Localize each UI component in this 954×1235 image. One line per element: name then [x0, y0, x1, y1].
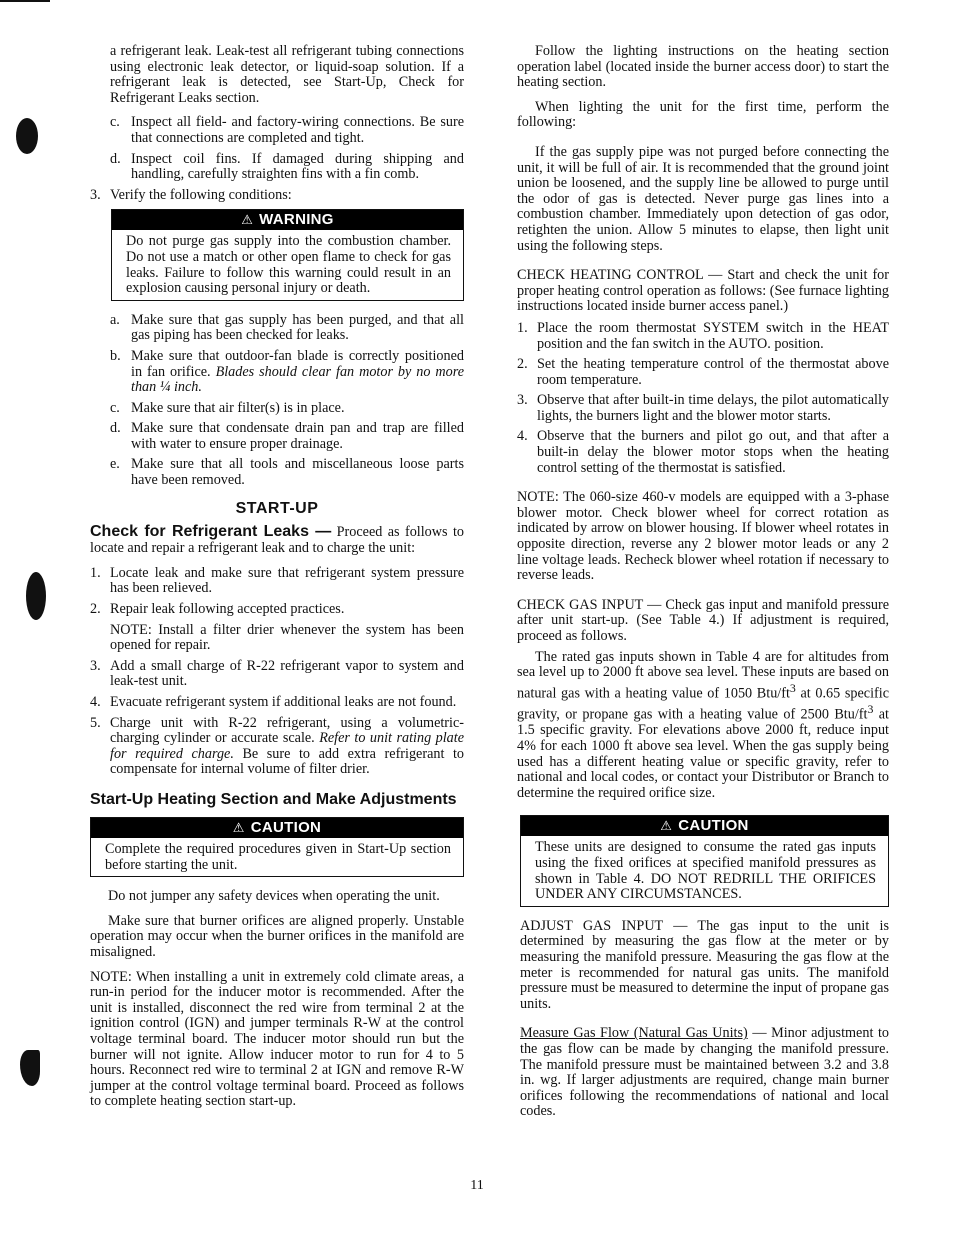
paragraph: Follow the lighting instructions on the heating section operation label (located inside the burner access door) to start the heating section.	[517, 43, 889, 91]
inspection-list	[90, 115, 464, 182]
rated-text-3: at 1.5 specific gravity. For elevations above 2000 ft, reduce input 4% for each 1000 ft above sea level. When the gas supply being used has a different heating value or specific gravity, refer to national and local codes, or contact your Distributor or Branch to determine the required orifice size.	[517, 706, 889, 801]
warning-title: WARNING	[259, 211, 334, 229]
binding-hole-mark	[20, 1050, 40, 1086]
list-label: d.	[110, 420, 121, 437]
list-label: 3.	[90, 657, 101, 674]
rated-text-2: at 0.65 specific gravity, or propane gas with a heating value of 2500 Btu/ft	[517, 685, 889, 723]
list-item	[90, 659, 464, 690]
paragraph: When lighting the unit for the first time, perform the following:	[517, 98, 889, 131]
list-label: 3.	[90, 186, 101, 203]
caution-text: These units are designed to consume the rated gas inputs using the fixed orifices at specified manifold pressures as shown in Table 4. DO NOT REDRILL THE ORIFICES UNDER ANY CIRCUMSTANCES.	[535, 839, 876, 903]
paragraph	[517, 650, 889, 802]
measure-gas-flow-text: — Minor adjustment to the gas flow can be made by changing the manifold pressure. The manifold pressure must be maintained between 3.2 and 3.8 in. wg. If larger adjustments are required, change main burner orifices following the recommendations of national and local codes.	[520, 1025, 889, 1120]
caution-box	[90, 817, 464, 877]
list-text: Make sure that air filter(s) is in place.	[131, 399, 345, 416]
leaks-intro	[90, 522, 464, 557]
caution-header	[91, 818, 463, 838]
caution-title: CAUTION	[678, 817, 749, 835]
measure-gas-flow-title: Measure Gas Flow (Natural Gas Units)	[520, 1025, 748, 1042]
list-text: Add a small charge of R-22 refrigerant vapor to system and leak-test unit.	[110, 657, 464, 690]
list-item	[110, 457, 464, 488]
paragraph: If the gas supply pipe was not purged before connecting the unit, it will be full of air. It is recommended that the ground joint union be loosened, and the supply line be allowed to purge until the odor of gas is detected. Never purge gas lines into a combustion chamber. Immediately upon detection of gas odor, retighten the union. Allow 5 minutes to elapse, then light unit using the following steps.	[517, 143, 889, 254]
paragraph: Do not jumper any safety devices when operating the unit.	[108, 888, 440, 905]
list-text: Verify the following conditions:	[110, 186, 292, 203]
list-label: 1.	[90, 564, 101, 581]
warning-header	[112, 210, 463, 230]
list-item	[90, 602, 464, 618]
paragraph: CHECK HEATING CONTROL — Start and check the unit for proper heating control operation as follows: (See furnace lighting instructions located inside burner access panel.)	[517, 267, 889, 315]
list-text-italic: Refer to unit rating plate for required charge.	[110, 730, 465, 762]
caution-text: Complete the required procedures given in Start-Up section before starting the unit.	[105, 840, 451, 873]
leak-steps-list	[90, 566, 464, 778]
list-label: 2.	[90, 601, 101, 618]
list-text: Make sure that gas supply has been purged, and that all gas piping has been checked for leaks.	[131, 311, 464, 344]
paragraph: CHECK GAS INPUT — Check gas input and manifold pressure after unit start-up. (See Table 4.) If adjustment is required, proceed as follows.	[517, 596, 889, 644]
list-label: d.	[110, 150, 121, 167]
binding-hole-mark	[26, 572, 46, 620]
leaks-intro-text: Proceed as follows to locate and repair a refrigerant leak and to charge the unit:	[90, 524, 464, 557]
warning-triangle-icon: ⚠	[241, 212, 254, 228]
list-text-plain: Be sure to add extra refrigerant to compensate for internal volume of filter drier.	[110, 745, 464, 778]
subheading-refrigerant-leaks: Check for Refrigerant Leaks —	[90, 523, 332, 541]
superscript: 3	[789, 680, 796, 695]
list-text	[110, 716, 464, 778]
list-text: Make sure that all tools and miscellaneous loose parts have been removed.	[131, 456, 464, 489]
list-label: b.	[110, 347, 121, 364]
list-text: Make sure that condensate drain pan and trap are filled with water to ensure proper drainage.	[131, 420, 464, 452]
paragraph: Make sure that burner orifices are aligned properly. Unstable operation may occur when the burner orifices in the manifold are misaligned.	[90, 912, 464, 960]
list-text: Evacuate refrigerant system if additional leaks are not found.	[110, 694, 457, 710]
list-label: 2.	[517, 356, 528, 373]
list-label: 5.	[90, 714, 101, 731]
caution-header	[521, 816, 888, 836]
warning-triangle-icon: ⚠	[660, 818, 673, 834]
paragraph	[520, 1026, 889, 1120]
list-item	[110, 349, 464, 396]
list-text: Observe that the burners and pilot go out, and that after a built-in delay the blower motor stops when the heating control setting of the thermostat is satisfied.	[537, 428, 889, 476]
leak-note: NOTE: Install a filter drier whenever the system has been opened for repair.	[110, 621, 464, 654]
list-item	[90, 695, 464, 711]
list-item	[517, 429, 889, 476]
paragraph: a refrigerant leak. Leak-test all refrigerant tubing connections using electronic leak detector, or liquid-soap solution. If a refrigerant leak is detected, see Start-Up, Check for Refrigerant Leaks section.	[110, 43, 464, 106]
paragraph: NOTE: When installing a unit in extremely cold climate areas, a run-in period for the inducer motor is recommended. After the unit is installed, disconnect the red wire from terminal 2 at the ignition control (IGN) and jumper terminals R-W at the control voltage terminal board. The inducer motor should run but the burner will not ignite. Allow inducer motor to run for 4 to 5 hours. Reconnect red wire to terminal 2 at IGN and remove R-W jumper at the control voltage terminal board. Proceed as follows to complete heating section start-up.	[90, 968, 464, 1110]
list-text: Set the heating temperature control of the thermostat above room temperature.	[537, 356, 889, 388]
list-label: c.	[110, 114, 120, 131]
list-text: Place the room thermostat SYSTEM switch in the HEAT position and the fan switch in the AUTO. position.	[537, 319, 889, 352]
list-item	[110, 152, 464, 183]
list-item	[90, 566, 464, 597]
list-label: c.	[110, 399, 120, 416]
conditions-list	[90, 313, 464, 489]
list-text-plain: Make sure that outdoor-fan blade is correctly positioned in fan orifice.	[131, 347, 464, 380]
rated-text-1: The rated gas inputs shown in Table 4 are for altitudes from sea level up to 2000 ft above sea level. These inputs are based on natural gas with a heating value of 1050 Btu/ft	[517, 648, 889, 702]
left-column	[90, 44, 464, 1119]
list-item	[110, 313, 464, 344]
superscript: 3	[867, 702, 874, 717]
list-item	[90, 716, 464, 778]
list-text-plain: Charge unit with R-22 refrigerant, using a volumetric-charging cylinder or accurate scale.	[110, 714, 464, 747]
list-text: Observe that after built-in time delays, the pilot automatically lights, the burners light and the blower motor starts.	[537, 392, 889, 424]
caution-title: CAUTION	[250, 818, 322, 836]
list-text	[131, 349, 464, 396]
list-item	[517, 321, 889, 352]
list-item	[110, 115, 464, 146]
list-text: Inspect all field- and factory-wiring connections. Be sure that connections are completed and tight.	[131, 114, 464, 146]
list-label: 4.	[90, 694, 101, 710]
list-text: Locate leak and make sure that refrigerant system pressure has been relieved.	[110, 564, 464, 597]
list-item	[517, 393, 889, 424]
heating-steps-list	[517, 321, 889, 476]
warning-triangle-icon: ⚠	[232, 819, 245, 835]
paragraph: NOTE: The 060-size 460-v models are equipped with a 3-phase blower motor. Check blower wheel for correct rotation as indicated by arrow on blower housing. If blower wheel rotates in opposite direction, reverse any 2 blower motor leads or any 2 line voltage leads. Recheck blower wheel rotation if necessary to reverse leads.	[517, 489, 889, 584]
list-label: 4.	[517, 428, 528, 445]
list-label: 1.	[517, 319, 528, 336]
list-label: e.	[110, 456, 120, 473]
list-item	[90, 188, 464, 204]
list-text: Inspect coil fins. If damaged during shipping and handling, carefully straighten fins with a fin comb.	[131, 150, 464, 183]
binding-hole-mark	[16, 118, 38, 154]
list-label: 3.	[517, 392, 528, 409]
list-item	[110, 421, 464, 452]
list-item	[517, 357, 889, 388]
list-label: a.	[110, 311, 120, 328]
section-heading-startup: START-UP	[235, 499, 319, 517]
warning-text: Do not purge gas supply into the combustion chamber. Do not use a match or other open flame to check for gas leaks. Failure to follow this warning could result in an explosion causing personal injury or death.	[126, 233, 451, 297]
subheading-heating-section: Start-Up Heating Section and Make Adjustments	[90, 790, 457, 808]
list-item	[110, 401, 464, 417]
right-column	[517, 44, 889, 1129]
paragraph: ADJUST GAS INPUT — The gas input to the unit is determined by measuring the gas flow at the meter or by measuring the manifold pressure. Measuring the gas flow at the meter is recommended for natural gas units. The manifold pressure must be measured to determine the input of propane gas units.	[520, 917, 889, 1012]
page-number: 11	[470, 1178, 484, 1193]
list-text: Repair leak following accepted practices.	[110, 601, 345, 618]
warning-box	[111, 209, 464, 300]
list-text-italic: Blades should clear fan motor by no more than ¼ inch.	[131, 363, 465, 396]
top-rule	[0, 0, 50, 2]
caution-box	[520, 815, 889, 906]
